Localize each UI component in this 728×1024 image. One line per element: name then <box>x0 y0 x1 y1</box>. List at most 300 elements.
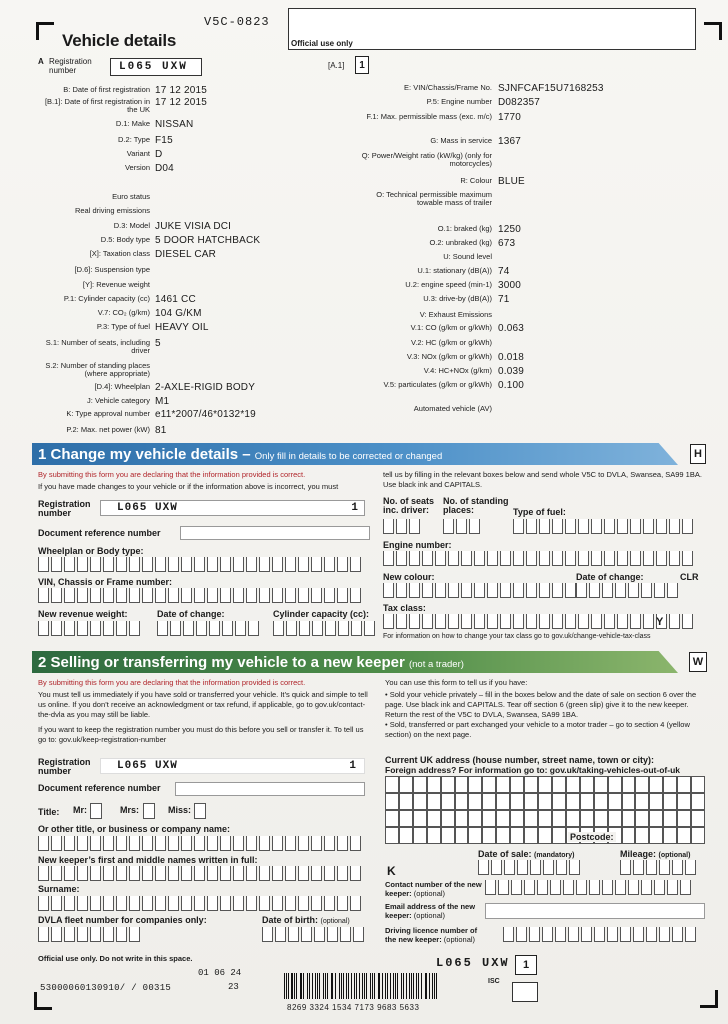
input-cell[interactable] <box>116 588 127 603</box>
input-cell[interactable] <box>285 866 296 881</box>
input-cell[interactable] <box>103 557 114 572</box>
address-cell[interactable] <box>635 810 649 827</box>
address-cell[interactable] <box>649 827 663 844</box>
input-cell[interactable] <box>654 880 665 895</box>
address-cell[interactable] <box>608 793 622 810</box>
input-cell[interactable] <box>422 583 433 598</box>
address-cell[interactable] <box>455 810 469 827</box>
s1-date-change-cells[interactable] <box>157 621 259 636</box>
input-cell[interactable] <box>474 614 485 629</box>
input-cell[interactable] <box>591 519 602 534</box>
input-cell[interactable] <box>155 588 166 603</box>
input-cell[interactable] <box>589 880 600 895</box>
input-cell[interactable] <box>630 614 641 629</box>
input-cell[interactable] <box>578 519 589 534</box>
address-cell[interactable] <box>552 827 566 844</box>
address-cell[interactable] <box>427 827 441 844</box>
address-cell[interactable] <box>468 810 482 827</box>
address-cell[interactable] <box>510 793 524 810</box>
input-cell[interactable] <box>181 866 192 881</box>
input-cell[interactable] <box>222 621 233 636</box>
input-cell[interactable] <box>142 896 153 911</box>
input-cell[interactable] <box>516 927 527 942</box>
input-cell[interactable] <box>337 866 348 881</box>
input-cell[interactable] <box>350 836 361 851</box>
input-cell[interactable] <box>272 836 283 851</box>
input-cell[interactable] <box>233 836 244 851</box>
input-cell[interactable] <box>233 896 244 911</box>
s1-cylinder-cells[interactable] <box>273 621 375 636</box>
input-cell[interactable] <box>181 557 192 572</box>
input-cell[interactable] <box>594 927 605 942</box>
input-cell[interactable] <box>448 583 459 598</box>
input-cell[interactable] <box>682 551 693 566</box>
input-cell[interactable] <box>246 866 257 881</box>
input-cell[interactable] <box>409 551 420 566</box>
input-cell[interactable] <box>552 551 563 566</box>
input-cell[interactable] <box>498 880 509 895</box>
input-cell[interactable] <box>513 614 524 629</box>
input-cell[interactable] <box>38 836 49 851</box>
input-cell[interactable] <box>155 896 166 911</box>
input-cell[interactable] <box>552 614 563 629</box>
input-cell[interactable] <box>38 588 49 603</box>
address-cell[interactable] <box>496 793 510 810</box>
address-cell[interactable] <box>594 810 608 827</box>
input-cell[interactable] <box>682 519 693 534</box>
input-cell[interactable] <box>129 557 140 572</box>
input-cell[interactable] <box>337 557 348 572</box>
address-cell[interactable] <box>496 827 510 844</box>
input-cell[interactable] <box>285 896 296 911</box>
input-cell[interactable] <box>565 614 576 629</box>
input-cell[interactable] <box>672 927 683 942</box>
input-cell[interactable] <box>685 860 696 875</box>
input-cell[interactable] <box>633 860 644 875</box>
address-cell[interactable] <box>441 776 455 793</box>
input-cell[interactable] <box>51 927 62 942</box>
input-cell[interactable] <box>325 621 336 636</box>
input-cell[interactable] <box>550 880 561 895</box>
address-cell[interactable] <box>482 793 496 810</box>
address-cell[interactable] <box>510 776 524 793</box>
input-cell[interactable] <box>38 866 49 881</box>
input-cell[interactable] <box>207 866 218 881</box>
address-cell[interactable] <box>482 776 496 793</box>
input-cell[interactable] <box>511 880 522 895</box>
input-cell[interactable] <box>324 866 335 881</box>
address-cell[interactable] <box>510 827 524 844</box>
address-cell[interactable] <box>455 827 469 844</box>
address-cell[interactable] <box>580 793 594 810</box>
input-cell[interactable] <box>286 621 297 636</box>
input-cell[interactable] <box>617 519 628 534</box>
input-cell[interactable] <box>656 519 667 534</box>
input-cell[interactable] <box>641 880 652 895</box>
input-cell[interactable] <box>500 583 511 598</box>
input-cell[interactable] <box>259 896 270 911</box>
input-cell[interactable] <box>364 621 375 636</box>
address-cell[interactable] <box>649 793 663 810</box>
address-cell[interactable] <box>385 793 399 810</box>
address-cell[interactable] <box>427 793 441 810</box>
input-cell[interactable] <box>578 551 589 566</box>
address-cell[interactable] <box>413 776 427 793</box>
address-cell[interactable] <box>608 776 622 793</box>
s2-names-cells[interactable] <box>38 866 361 881</box>
input-cell[interactable] <box>142 836 153 851</box>
address-cell[interactable] <box>399 810 413 827</box>
input-cell[interactable] <box>500 614 511 629</box>
address-cell[interactable] <box>677 827 691 844</box>
input-cell[interactable] <box>591 614 602 629</box>
s1-date-change2-cells[interactable] <box>576 583 678 598</box>
input-cell[interactable] <box>64 621 75 636</box>
input-cell[interactable] <box>207 896 218 911</box>
input-cell[interactable] <box>116 557 127 572</box>
address-cell[interactable] <box>538 827 552 844</box>
address-cell[interactable] <box>427 776 441 793</box>
input-cell[interactable] <box>116 836 127 851</box>
address-cell[interactable] <box>468 827 482 844</box>
input-cell[interactable] <box>615 880 626 895</box>
input-cell[interactable] <box>90 896 101 911</box>
s1-engine-cells[interactable] <box>383 551 693 566</box>
input-cell[interactable] <box>103 866 114 881</box>
address-cell[interactable] <box>510 810 524 827</box>
input-cell[interactable] <box>262 927 273 942</box>
input-cell[interactable] <box>233 557 244 572</box>
input-cell[interactable] <box>396 551 407 566</box>
input-cell[interactable] <box>181 588 192 603</box>
address-cell[interactable] <box>385 810 399 827</box>
input-cell[interactable] <box>448 551 459 566</box>
input-cell[interactable] <box>409 614 420 629</box>
input-cell[interactable] <box>129 866 140 881</box>
input-cell[interactable] <box>524 880 535 895</box>
s1-colour-cells[interactable] <box>383 583 576 598</box>
input-cell[interactable] <box>589 583 600 598</box>
input-cell[interactable] <box>312 621 323 636</box>
address-cell[interactable] <box>622 827 636 844</box>
address-cell[interactable] <box>608 810 622 827</box>
input-cell[interactable] <box>578 614 589 629</box>
address-cell[interactable] <box>566 776 580 793</box>
input-cell[interactable] <box>500 551 511 566</box>
input-cell[interactable] <box>669 614 680 629</box>
input-cell[interactable] <box>565 519 576 534</box>
input-cell[interactable] <box>478 860 489 875</box>
input-cell[interactable] <box>248 621 259 636</box>
address-cell[interactable] <box>691 810 705 827</box>
input-cell[interactable] <box>383 583 394 598</box>
s2-miss-checkbox[interactable] <box>194 803 206 819</box>
input-cell[interactable] <box>38 557 49 572</box>
input-cell[interactable] <box>487 583 498 598</box>
input-cell[interactable] <box>409 519 420 534</box>
input-cell[interactable] <box>656 551 667 566</box>
address-cell[interactable] <box>385 827 399 844</box>
input-cell[interactable] <box>298 836 309 851</box>
input-cell[interactable] <box>448 614 459 629</box>
input-cell[interactable] <box>311 896 322 911</box>
input-cell[interactable] <box>103 896 114 911</box>
input-cell[interactable] <box>233 866 244 881</box>
input-cell[interactable] <box>487 614 498 629</box>
input-cell[interactable] <box>116 927 127 942</box>
address-cell[interactable] <box>399 827 413 844</box>
input-cell[interactable] <box>620 927 631 942</box>
input-cell[interactable] <box>272 896 283 911</box>
input-cell[interactable] <box>220 896 231 911</box>
input-cell[interactable] <box>503 927 514 942</box>
input-cell[interactable] <box>181 896 192 911</box>
input-cell[interactable] <box>142 557 153 572</box>
input-cell[interactable] <box>353 927 364 942</box>
address-cell[interactable] <box>622 810 636 827</box>
input-cell[interactable] <box>233 588 244 603</box>
input-cell[interactable] <box>77 836 88 851</box>
address-cell[interactable] <box>468 776 482 793</box>
input-cell[interactable] <box>565 551 576 566</box>
input-cell[interactable] <box>630 551 641 566</box>
input-cell[interactable] <box>90 927 101 942</box>
s2-registration-field[interactable] <box>100 758 365 774</box>
s1-registration-field[interactable] <box>100 500 365 516</box>
s2-dob-cells[interactable] <box>262 927 364 942</box>
address-cell[interactable] <box>622 776 636 793</box>
address-cell[interactable] <box>691 776 705 793</box>
input-cell[interactable] <box>672 860 683 875</box>
input-cell[interactable] <box>487 551 498 566</box>
input-cell[interactable] <box>568 927 579 942</box>
input-cell[interactable] <box>576 583 587 598</box>
input-cell[interactable] <box>565 583 576 598</box>
input-cell[interactable] <box>220 588 231 603</box>
address-cell[interactable] <box>663 810 677 827</box>
input-cell[interactable] <box>90 866 101 881</box>
input-cell[interactable] <box>246 836 257 851</box>
address-cell[interactable] <box>663 793 677 810</box>
input-cell[interactable] <box>259 866 270 881</box>
address-cell[interactable] <box>413 793 427 810</box>
input-cell[interactable] <box>77 621 88 636</box>
input-cell[interactable] <box>259 588 270 603</box>
input-cell[interactable] <box>183 621 194 636</box>
input-cell[interactable] <box>667 583 678 598</box>
address-cell[interactable] <box>663 776 677 793</box>
address-cell[interactable] <box>524 810 538 827</box>
input-cell[interactable] <box>64 927 75 942</box>
input-cell[interactable] <box>168 866 179 881</box>
input-cell[interactable] <box>324 896 335 911</box>
s2-contact-cells[interactable] <box>485 880 691 895</box>
input-cell[interactable] <box>576 880 587 895</box>
input-cell[interactable] <box>383 519 394 534</box>
input-cell[interactable] <box>181 836 192 851</box>
input-cell[interactable] <box>539 519 550 534</box>
address-cell[interactable] <box>677 776 691 793</box>
input-cell[interactable] <box>90 836 101 851</box>
input-cell[interactable] <box>537 880 548 895</box>
input-cell[interactable] <box>298 896 309 911</box>
input-cell[interactable] <box>337 896 348 911</box>
input-cell[interactable] <box>64 836 75 851</box>
address-cell[interactable] <box>413 810 427 827</box>
address-cell[interactable] <box>677 793 691 810</box>
input-cell[interactable] <box>209 621 220 636</box>
address-cell[interactable] <box>663 827 677 844</box>
input-cell[interactable] <box>526 614 537 629</box>
input-cell[interactable] <box>602 880 613 895</box>
s1-standing-cells[interactable] <box>443 519 480 534</box>
s2-address-grid[interactable] <box>385 776 705 844</box>
input-cell[interactable] <box>168 588 179 603</box>
input-cell[interactable] <box>103 588 114 603</box>
input-cell[interactable] <box>633 927 644 942</box>
input-cell[interactable] <box>129 621 140 636</box>
input-cell[interactable] <box>338 621 349 636</box>
input-cell[interactable] <box>628 880 639 895</box>
s2-date-sale-cells[interactable] <box>478 860 580 875</box>
address-cell[interactable] <box>524 793 538 810</box>
address-cell[interactable] <box>566 793 580 810</box>
input-cell[interactable] <box>272 588 283 603</box>
s1-fuel-cells[interactable] <box>513 519 693 534</box>
input-cell[interactable] <box>311 588 322 603</box>
address-cell[interactable] <box>580 776 594 793</box>
input-cell[interactable] <box>628 583 639 598</box>
input-cell[interactable] <box>220 557 231 572</box>
address-cell[interactable] <box>649 776 663 793</box>
input-cell[interactable] <box>422 614 433 629</box>
input-cell[interactable] <box>64 557 75 572</box>
address-cell[interactable] <box>635 793 649 810</box>
input-cell[interactable] <box>207 836 218 851</box>
input-cell[interactable] <box>643 614 654 629</box>
input-cell[interactable] <box>311 836 322 851</box>
address-cell[interactable] <box>552 776 566 793</box>
input-cell[interactable] <box>298 866 309 881</box>
s2-mr-checkbox[interactable] <box>90 803 102 819</box>
input-cell[interactable] <box>641 583 652 598</box>
s2-surname-cells[interactable] <box>38 896 361 911</box>
input-cell[interactable] <box>383 614 394 629</box>
input-cell[interactable] <box>324 588 335 603</box>
input-cell[interactable] <box>168 557 179 572</box>
input-cell[interactable] <box>617 614 628 629</box>
input-cell[interactable] <box>103 927 114 942</box>
input-cell[interactable] <box>77 866 88 881</box>
input-cell[interactable] <box>659 927 670 942</box>
input-cell[interactable] <box>556 860 567 875</box>
address-cell[interactable] <box>677 810 691 827</box>
input-cell[interactable] <box>461 551 472 566</box>
input-cell[interactable] <box>461 614 472 629</box>
input-cell[interactable] <box>669 519 680 534</box>
address-cell[interactable] <box>622 793 636 810</box>
s1-seats-cells[interactable] <box>383 519 420 534</box>
input-cell[interactable] <box>529 927 540 942</box>
input-cell[interactable] <box>396 614 407 629</box>
address-cell[interactable] <box>635 827 649 844</box>
input-cell[interactable] <box>383 551 394 566</box>
input-cell[interactable] <box>51 621 62 636</box>
input-cell[interactable] <box>563 880 574 895</box>
input-cell[interactable] <box>350 557 361 572</box>
address-cell[interactable] <box>691 827 705 844</box>
address-cell[interactable] <box>399 793 413 810</box>
address-cell[interactable] <box>552 793 566 810</box>
input-cell[interactable] <box>207 588 218 603</box>
address-cell[interactable] <box>427 810 441 827</box>
input-cell[interactable] <box>620 860 631 875</box>
s1-wheelplan-cells[interactable] <box>38 557 361 572</box>
input-cell[interactable] <box>64 896 75 911</box>
input-cell[interactable] <box>298 557 309 572</box>
input-cell[interactable] <box>38 621 49 636</box>
s2-licence-cells[interactable] <box>503 927 696 942</box>
input-cell[interactable] <box>643 551 654 566</box>
input-cell[interactable] <box>526 519 537 534</box>
address-cell[interactable] <box>524 776 538 793</box>
input-cell[interactable] <box>555 927 566 942</box>
input-cell[interactable] <box>155 557 166 572</box>
address-cell[interactable] <box>649 810 663 827</box>
input-cell[interactable] <box>435 583 446 598</box>
input-cell[interactable] <box>685 927 696 942</box>
input-cell[interactable] <box>669 551 680 566</box>
input-cell[interactable] <box>207 557 218 572</box>
input-cell[interactable] <box>552 519 563 534</box>
input-cell[interactable] <box>311 866 322 881</box>
input-cell[interactable] <box>129 836 140 851</box>
input-cell[interactable] <box>155 866 166 881</box>
input-cell[interactable] <box>288 927 299 942</box>
input-cell[interactable] <box>298 588 309 603</box>
input-cell[interactable] <box>324 836 335 851</box>
input-cell[interactable] <box>129 896 140 911</box>
input-cell[interactable] <box>273 621 284 636</box>
input-cell[interactable] <box>646 860 657 875</box>
s2-mileage-cells[interactable] <box>620 860 696 875</box>
input-cell[interactable] <box>530 860 541 875</box>
input-cell[interactable] <box>435 551 446 566</box>
s1-doc-ref-field[interactable] <box>180 526 370 540</box>
address-cell[interactable] <box>413 827 427 844</box>
input-cell[interactable] <box>604 614 615 629</box>
input-cell[interactable] <box>504 860 515 875</box>
input-cell[interactable] <box>526 551 537 566</box>
input-cell[interactable] <box>513 583 524 598</box>
input-cell[interactable] <box>351 621 362 636</box>
input-cell[interactable] <box>272 866 283 881</box>
input-cell[interactable] <box>129 588 140 603</box>
address-cell[interactable] <box>496 810 510 827</box>
input-cell[interactable] <box>456 519 467 534</box>
input-cell[interactable] <box>422 551 433 566</box>
input-cell[interactable] <box>90 588 101 603</box>
address-cell[interactable] <box>552 810 566 827</box>
input-cell[interactable] <box>64 866 75 881</box>
input-cell[interactable] <box>51 836 62 851</box>
input-cell[interactable] <box>517 860 528 875</box>
input-cell[interactable] <box>51 588 62 603</box>
address-cell[interactable] <box>524 827 538 844</box>
input-cell[interactable] <box>654 583 665 598</box>
input-cell[interactable] <box>246 557 257 572</box>
input-cell[interactable] <box>157 621 168 636</box>
